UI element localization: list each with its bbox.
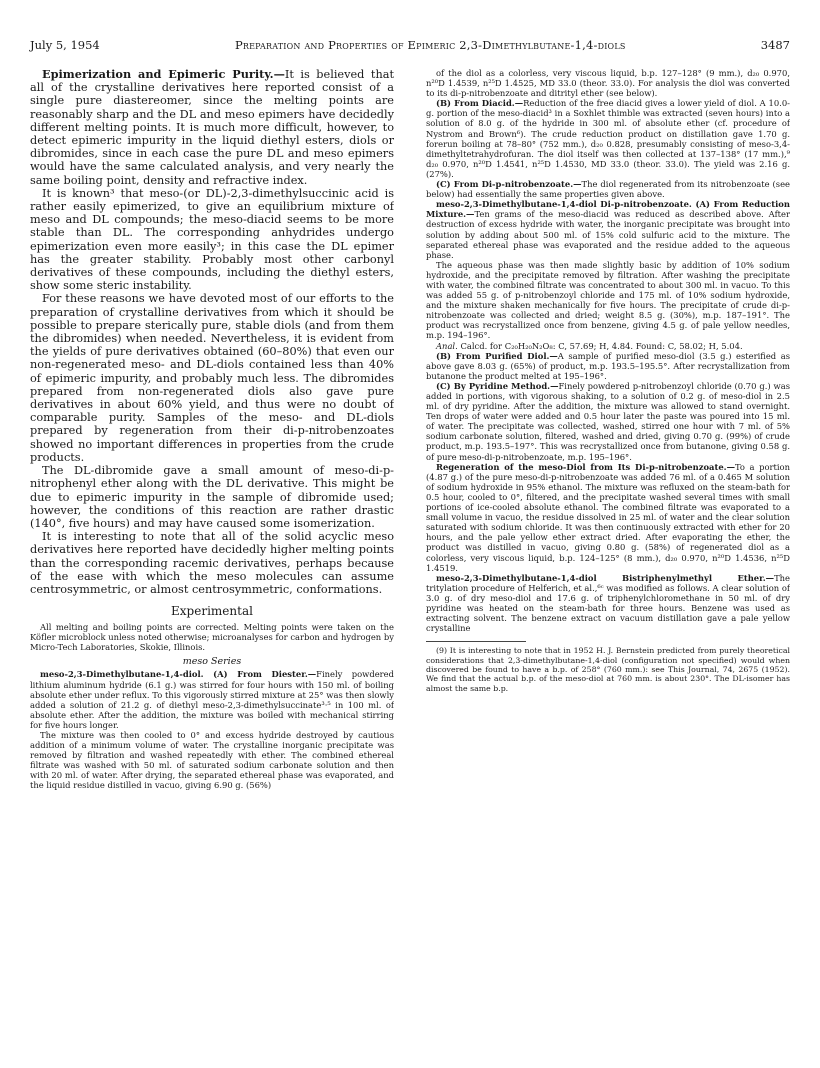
header-title: Preparation and Properties of Epimeric 2,3-Dimethylbutane-1,4-diols <box>234 38 626 52</box>
subsection-heading: meso Series <box>182 656 242 668</box>
footnote-divider <box>426 641 526 642</box>
section-heading-experimental: Experimental <box>171 604 253 619</box>
paragraph-text: Finely powdered p-nitrobenzoyl chloride (0.70 g.) was added in portions, with vigorous shaking, to a solution of 0.2 g. of meso-diol in 2.5 ml. of dry pyridine. After the addition, the mixture was allowed to stand overnight. Ten drops of water were added and 0.5 hour later the paste was poured into 15 ml. of water. The precipitate was collected, washed, stirred one hour with 7 ml. of 5% sodium carbonate solution, filtered, washed and dried, giving 0.70 g. (99%) of crude product, m.p. 193.5–197°. This was recrystallized once from butanone, giving 0.58 g. of pure meso-di-p-nitrobenzoate, m.p. 195–196°. <box>426 380 790 462</box>
anal-label: Anal. <box>436 340 458 351</box>
discussion-section <box>30 68 394 596</box>
paragraph-text: The tritylation procedure of Helferich, et al.,⁶ᶜ was modified as follows. A clear solution of 3.0 g. of dry meso-diol and 17.6 g. of triphenylchloromethane in 50 ml. of dry pyridine was heated on the steam-bath for three hours. Benzene was used as extracting solvent. The benzene extract on vacuum distillation gave a pale yellow crystalline <box>426 572 790 634</box>
paragraph-text: Calcd. for C₂₀H₂₀N₂O₈: C, 57.69; H, 4.84. Found: C, 58.02; H, 5.04. <box>460 340 743 351</box>
paragraph-text: Finely powdered lithium aluminum hydride (6.1 g.) was stirred for four hours with 150 ml. of boiling absolute ether under reflux. To this vigorously stirred mixture at 25° was then slowly added a solution of 21.2 g. of diethyl meso-2,3-dimethylsuccinate³·⁵ in 100 ml. of absolute ether. After the addition, the mixture was boiled with mechanical stirring for five hours longer. <box>30 669 394 730</box>
paragraph-text: To a portion (4.87 g.) of the pure meso-di-p-nitrobenzoate was added 76 ml. of a 0.465 M solution of sodium hydroxide in 95% ethanol. The mixture was refluxed on the steam-bath for 0.5 hour, cooled to 0°, filtered, and the precipitate washed several times with small portions of ice-cooled absolute ethanol. The combined filtrate was evaporated to a small volume in vacuo, the residue dissolved in 25 ml. of water and the clear solution saturated with sodium chloride. It was then continuously extracted with ether for 20 hours, and the pale yellow ether extract dried. After evaporating the ether, the product was distilled in vacuo, giving 0.80 g. (58%) of regenerated diol as a colorless, very viscous liquid, b.p. 124–125° (8 mm.), d₂₀ 0.970, n²⁰D 1.4536, n²⁵D 1.4519. <box>426 461 790 573</box>
paragraph <box>426 179 790 199</box>
paragraph <box>426 341 790 351</box>
paragraph: The mixture was then cooled to 0° and excess hydride destroyed by cautious addition of a minimum volume of water. The crystalline inorganic precipitate was removed by filtration and washed repeatedly with ether. The combined ethereal filtrate was washed with 50 ml. of saturated sodium carbonate solution and then with 20 ml. of water. After drying, the separated ethereal phase was evaporated, and the liquid residue distilled in vacuo, giving 6.90 g. (56%) <box>30 729 394 791</box>
paragraph <box>426 199 790 260</box>
paragraph-text: It is believed that all of the crystalline derivatives here reported consist of a single pure diastereomer, since the melting points are reasonably sharp and the DL and meso epimers have decidedly different melting points. It is much more difficult, however, to detect epimeric impurity in the liquid diethyl esters, diols or dibromides, since in each case the pure DL and meso epimers would have the same calculated analysis, and very nearly the same boiling point, density and refractive index. <box>30 68 394 187</box>
paragraph: It is interesting to note that all of the solid acyclic meso derivatives here reported have decidedly higher melting points than the corresponding racemic derivatives, perhaps because of the ease with which the meso molecules can assume centrosymmetric, or almost centrosymmetric, conformations. <box>30 530 394 596</box>
paragraph-text: The diol regenerated from its nitrobenzoate (see below) had essentially the same properties given above. <box>426 179 790 200</box>
paragraph: It is known³ that meso-(or DL)-2,3-dimethylsuccinic acid is rather easily epimerized, to give an equilibrium mixture of meso and DL compounds; the meso-diacid seems to be more stable than DL. The corresponding anhydrides undergo epimerization even more easily³; in this case the DL epimer has the greater stability. Probably most other carbonyl derivatives of these compounds, including the diethyl esters, show some steric instability. <box>30 186 394 293</box>
paragraph-heading: Regeneration of the meso-Diol from Its Di-p-nitrobenzoate.— <box>436 461 735 472</box>
paragraph: The aqueous phase was then made slightly basic by addition of 10% sodium hydroxide, and the precipitate removed by filtration. After washing the precipitate with water, the combined filtrate was concentrated to about 300 ml. in vacuo. To this was added 55 g. of p-nitrobenzoyl chloride and 175 ml. of 10% sodium hydroxide, and the mixture shaken mechanically for five hours. The precipitate of crude di-p-nitrobenzoate was collected and dried; weight 8.5 g. (30%), m.p. 187–191°. The product was recrystallized once from benzene, giving 4.5 g. of pale yellow needles, m.p. 194–196°. <box>426 259 790 341</box>
right-column <box>426 68 790 1058</box>
paragraph-heading: (C) From Di-p-nitrobenzoate.— <box>436 179 582 190</box>
experimental-section <box>30 622 394 790</box>
left-column <box>30 68 394 1058</box>
paragraph-heading: meso-2,3-Dimethylbutane-1,4-diol Bistriphenylmethyl Ether.— <box>436 572 775 583</box>
paragraph-heading: (B) From Purified Diol.— <box>436 350 558 361</box>
paragraph-heading: (C) By Pyridine Method.— <box>436 380 559 391</box>
paragraph <box>426 98 790 179</box>
paragraph-text: Ten grams of the meso-diacid was reduced as described above. After destruction of excess hydride with water, the inorganic precipitate was brought into solution by adding about 500 ml. of 15% cold sulfuric acid to the mixture. The separated ethereal phase was evaporated and the residue added to the aqueous phase. <box>426 209 790 260</box>
page-number: 3487 <box>760 38 790 52</box>
paragraph <box>30 669 394 730</box>
footnote-text: (9) It is interesting to note that in 1952 H. J. Bernstein predicted from purely theoretical considerations that 2,3-dimethylbutane-1,4-diol (configuration not specified) would when discovered be found to have a b.p. of 258° (760 mm.): see This Journal, 74, 2675 (1952). We find that the actual b.p. of the meso-diol at 760 mm. is about 230°. The DL-isomer has almost the same b.p. <box>426 646 790 693</box>
header-date: July 5, 1954 <box>30 38 100 52</box>
paragraph: For these reasons we have devoted most of our efforts to the preparation of crystalline derivatives from which it should be possible to prepare sterically pure, stable diols (and from them the dibromides) when needed. Nevertheless, it is evident from the yields of pure derivatives obtained (60–80%) that even our non-regenerated meso- and DL-diols contained less than 40% of epimeric impurity, and probably much less. The dibromides prepared from non-regenerated diols also gave pure derivatives in about 60% yield, and thus were no doubt of comparable purity. Samples of the meso- and DL-diols prepared by regeneration from their di-p-nitrobenzoates showed no important differences in properties from the crude products. <box>30 292 394 464</box>
paragraph: of the diol as a colorless, very viscous liquid, b.p. 127–128° (9 mm.), d₂₀ 0.970, n²⁰D 1.4539, n²⁵D 1.4525, MD 33.0 (theor. 33.0). For analysis the diol was converted to its di-p-nitrobenzoate and ditrityl ether (see below). <box>426 68 790 99</box>
paragraph-heading: Epimerization and Epimeric Purity.— <box>42 68 285 81</box>
paragraph <box>426 462 790 573</box>
paragraph <box>30 68 394 187</box>
paragraph <box>426 573 790 634</box>
page-header <box>30 38 790 54</box>
paragraph: The DL-dibromide gave a small amount of meso-di-p-nitrophenyl ether along with the DL derivative. This might be due to epimeric impurity in the sample of dibromide used; however, the conditions of this reaction are rather drastic (140°, five hours) and may have caused some isomerization. <box>30 464 394 530</box>
paragraph-heading: (B) From Diacid.— <box>436 98 524 109</box>
paragraph-text: Reduction of the free diacid gives a lower yield of diol. A 10.0-g. portion of the meso-diacid³ in a Soxhlet thimble was extracted (seven hours) into a solution of 8.0 g. of the hydride in 300 ml. of absolute ether (cf. procedure of Nystrom and Brown⁶). The crude reduction product on distillation gave 1.70 g. forerun boiling at 78–80° (752 mm.), d₂₀ 0.828, presumably consisting of meso-3,4-dimethyltetrahydrofuran. The diol itself was then collected at 137–138° (17 mm.),⁹ d₂₀ 0.970, n²⁰D 1.4541, n²⁵D 1.4530, MD 33.0 (theor. 33.0). The yield was 2.16 g. (27%). <box>426 98 790 179</box>
paragraph <box>426 351 790 381</box>
paragraph-heading: meso-2,3-Dimethylbutane-1,4-diol Di-p-nitrobenzoate. (A) From Reduction Mixture.— <box>426 199 790 220</box>
paragraph-heading: meso-2,3-Dimethylbutane-1,4-diol. (A) From Diester.— <box>40 669 317 680</box>
paragraph: All melting and boiling points are corrected. Melting points were taken on the Köfler microblock unless noted otherwise; microanalyses for carbon and hydrogen by Micro-Tech Laboratories, Skokie, Illinois. <box>30 622 394 653</box>
paragraph <box>426 381 790 462</box>
footnote <box>426 646 790 693</box>
paragraph-text: A sample of purified meso-diol (3.5 g.) esterified as above gave 8.03 g. (65%) of product, m.p. 193.5–195.5°. After recrystallization from butanone the product melted at 195–196°. <box>426 350 790 381</box>
